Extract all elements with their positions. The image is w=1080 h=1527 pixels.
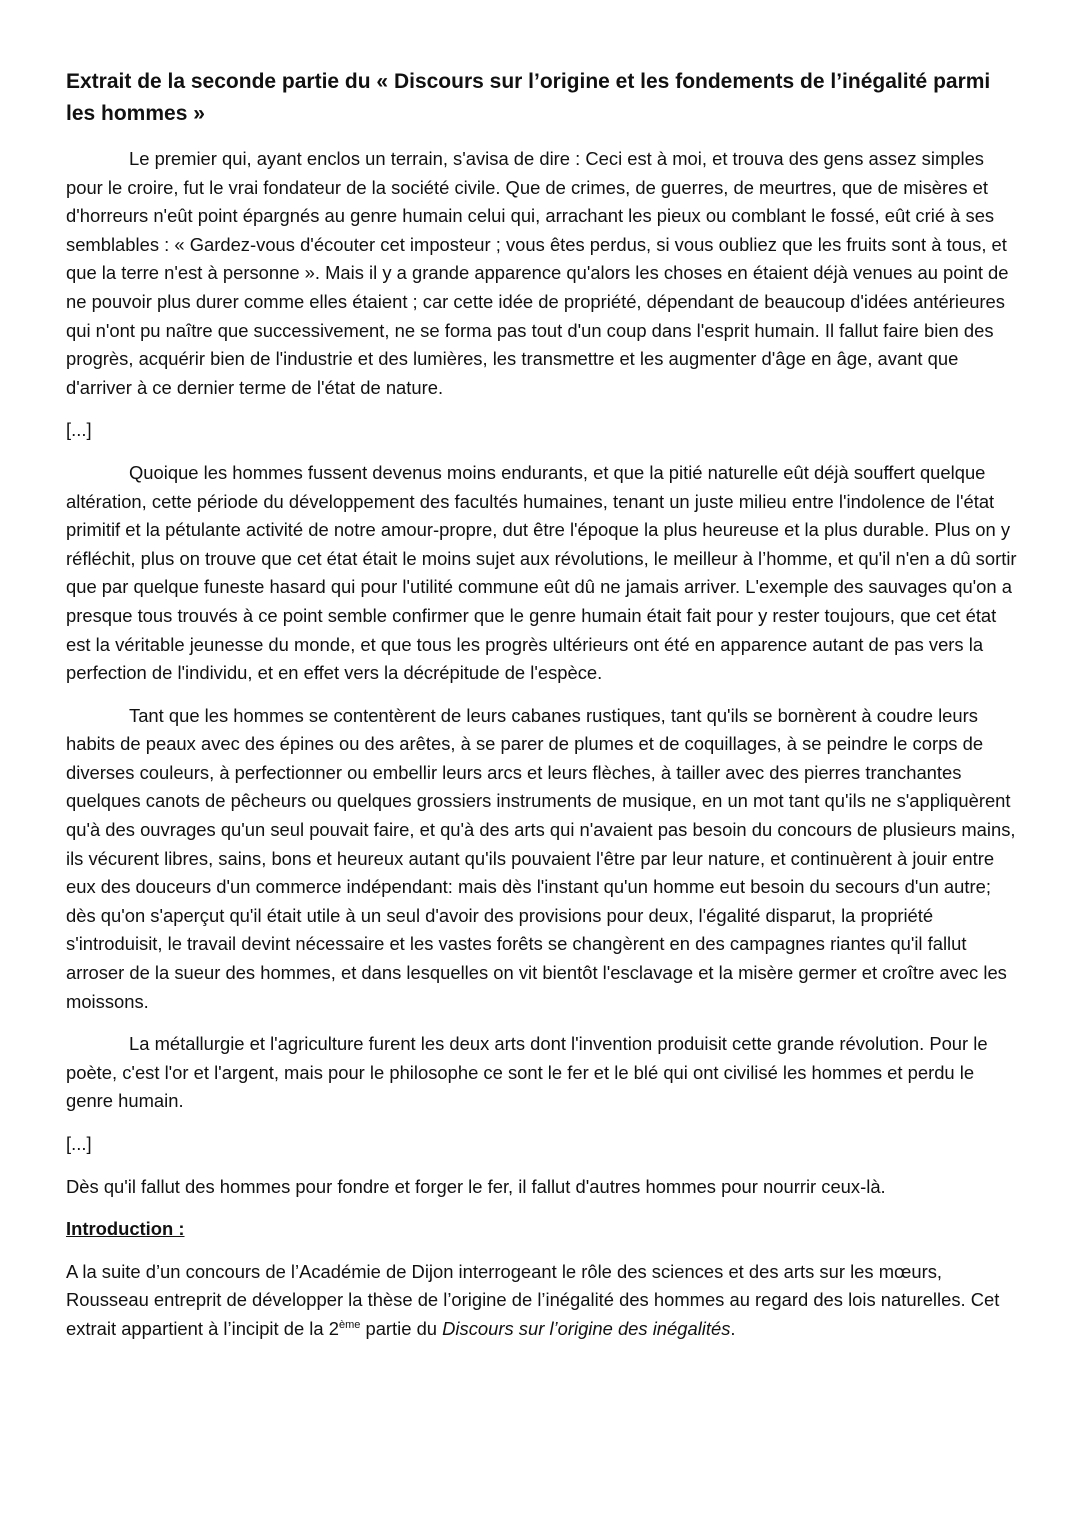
introduction-heading: Introduction : [66, 1218, 185, 1240]
introduction-text [66, 1258, 1018, 1344]
paragraph-4: La métallurgie et l'agriculture furent les deux arts dont l'invention produisit cette grande révolution. Pour le poète, c'est l'or et l'argent, mais pour le philosophe ce sont le fer et le blé qui ont civilisé les hommes et perdu le genre humain. [66, 1033, 988, 1112]
introduction-book-title: Discours sur l’origine des inégalités [442, 1317, 731, 1339]
paragraph-1: Le premier qui, ayant enclos un terrain, s'avisa de dire : Ceci est à moi, et trouva des gens assez simples pour le croire, fut le vrai fondateur de la société civile. Que de crimes, de guerres, de meurtres, que de misères et d'horreurs n'eût point épargnés au genre humain celui qui, arrachant les pieux ou comblant le fossé, eût crié à ses semblables : « Gardez-vous d'écouter cet imposteur ; vous êtes perdus, si vous oubliez que les fruits sont à tous, et que la terre n'est à personne ». Mais il y a grande apparence qu'alors les choses en étaient déjà venues au point de ne pouvoir plus durer comme elles étaient ; car cette idée de propriété, dépendant de beaucoup d'idées antérieures qui n'ont pu naître que successivement, ne se forma pas tout d'un coup dans l'esprit humain. Il fallut faire bien des progrès, acquérir bien de l'industrie et des lumières, les transmettre et les augmenter d'âge en âge, avant que d'arriver à ce dernier terme de l'état de nature. [66, 148, 1009, 398]
paragraph-3: Tant que les hommes se contentèrent de leurs cabanes rustiques, tant qu'ils se bornèrent à coudre leurs habits de peaux avec des épines ou des arêtes, à se parer de plumes et de coquillages, à se peindre le corps de diverses couleurs, à perfectionner ou embellir leurs arcs et leurs flèches, à tailler avec des pierres tranchantes quelques canots de pêcheurs ou quelques grossiers instruments de musique, en un mot tant qu'ils ne s'appliquèrent qu'à des ouvrages qu'un seul pouvait faire, et qu'à des arts qui n'avaient pas besoin du concours de plusieurs mains, ils vécurent libres, sains, bons et heureux autant qu'ils pouvaient l'être par leur nature, et continuèrent à jouir entre eux des douceurs d'un commerce indépendant: mais dès l'instant qu'un homme eut besoin du secours d'un autre; dès qu'on s'aperçut qu'il était utile à un seul d'avoir des provisions pour deux, l'égalité disparut, la propriété s'introduisit, le travail devint nécessaire et les vastes forêts se changèrent en des campagnes riantes qu'il fallut arroser de la sueur des hommes, et dans lesquelles on vit bientôt l'esclavage et la misère germer et croître avec les moissons. [66, 704, 1016, 1012]
introduction-superscript: ème [338, 1318, 361, 1331]
introduction-text-after: . [730, 1317, 736, 1339]
paragraph-5: Dès qu'il fallut des hommes pour fondre et forger le fer, il fallut d'autres hommes pour nourrir ceux-là. [66, 1175, 886, 1197]
ellipsis-1: [...] [66, 419, 92, 441]
document-page [66, 66, 1018, 1344]
ellipsis-2: [...] [66, 1133, 92, 1154]
document-title: Extrait de la seconde partie du « Discours sur l’origine et les fondements de l’inégalité parmi les hommes » [66, 70, 991, 125]
introduction-text-middle: partie du [360, 1317, 443, 1339]
paragraph-2: Quoique les hommes fussent devenus moins endurants, et que la pitié naturelle eût déjà souffert quelque altération, cette période du développement des facultés humaines, tenant un juste milieu entre l'indolence de l'état primitif et la pétulante activité de notre amour-propre, dut être l'époque la plus heureuse et la plus durable. Plus on y réfléchit, plus on trouve que cet état était le moins sujet aux révolutions, le meilleur à l’homme, et qu'il n'en a dû sortir que par quelque funeste hasard qui pour l'utilité commune eût dû ne jamais arriver. L'exemple des sauvages qu'on a presque tous trouvés à ce point semble confirmer que le genre humain était fait pour y rester toujours, que cet état est la véritable jeunesse du monde, et que tous les progrès ultérieurs ont été en apparence autant de pas vers la perfection de l'individu, et en effet vers la décrépitude de l'espèce. [66, 461, 1017, 684]
introduction-text-before: A la suite d’un concours de l’Académie de Dijon interrogeant le rôle des sciences et des arts sur les mœurs, Rousseau entreprit de développer la thèse de l’origine de l’inégalité des hommes au regard des lois naturelles. Cet extrait appartient à l’incipit de la 2 [66, 1260, 1000, 1339]
